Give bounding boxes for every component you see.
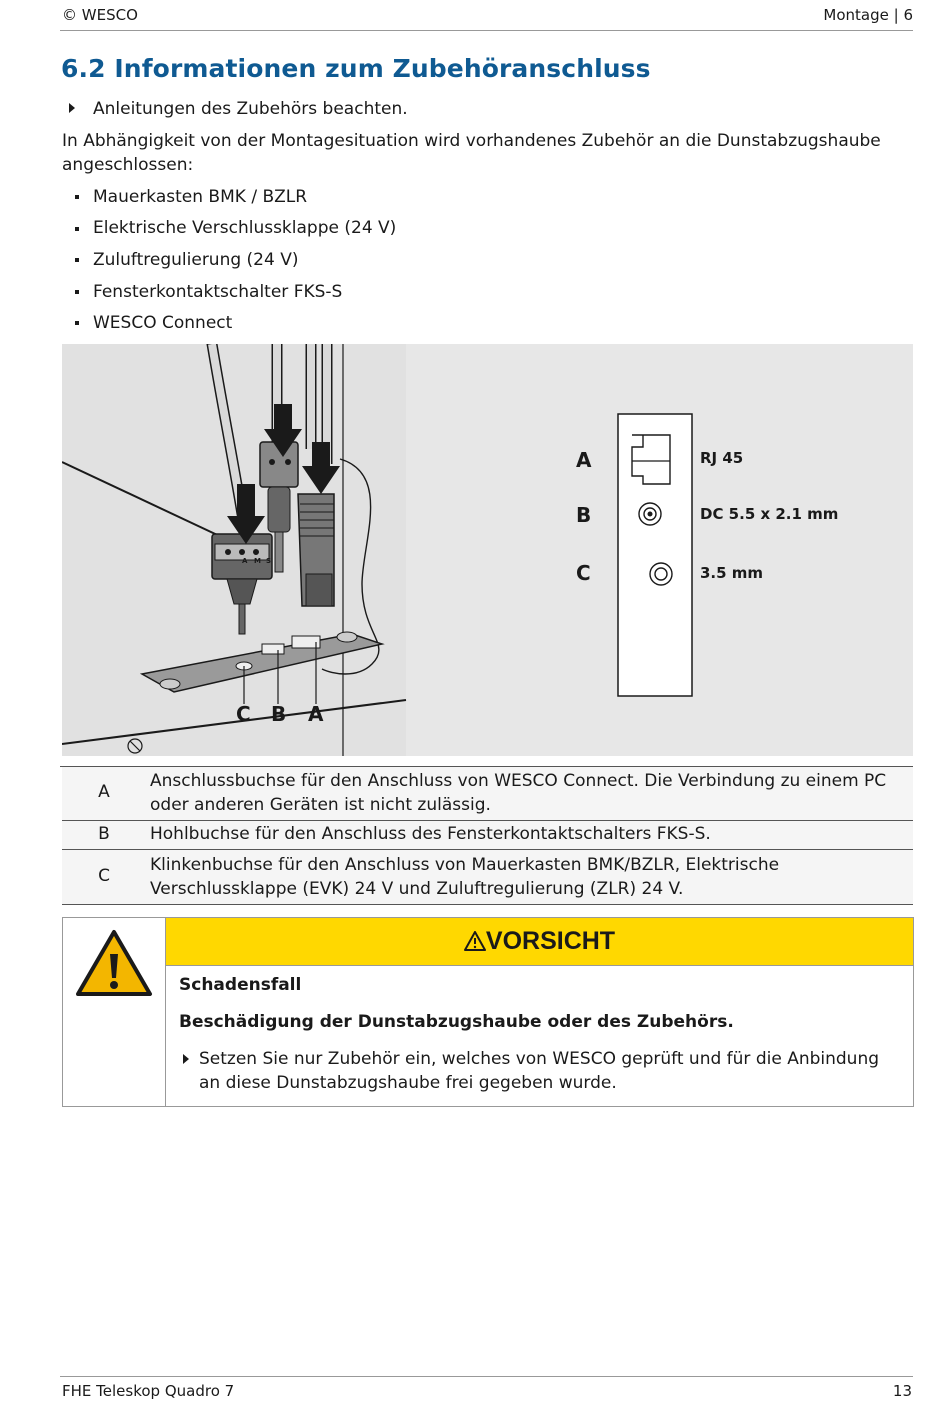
plug-pin-label: S	[266, 557, 272, 565]
table-row	[62, 821, 913, 850]
list-item: Mauerkasten BMK / BZLR	[93, 187, 308, 207]
section-title: 6.2 Informationen zum Zubehöranschluss	[61, 54, 651, 83]
intro-text: In Abhängigkeit von der Montagesituation wird vorhandenes Zubehör an die Dunstabzugshaube angeschlossen:	[62, 131, 881, 175]
bullet-icon	[75, 195, 79, 199]
legend-text: Anschlussbuchse für den Anschluss von WESCO Connect. Die Verbindung zu einem PC oder anderen Geräten ist nicht zulässig.	[150, 771, 887, 815]
plug-pin-label: A	[242, 557, 248, 565]
bullet-icon	[75, 227, 79, 231]
footer-left: FHE Teleskop Quadro 7	[62, 1382, 235, 1400]
warning-action-arrow-icon	[183, 1054, 189, 1064]
legend-key: A	[98, 782, 110, 802]
warning-consequence: Beschädigung der Dunstabzugshaube oder des Zubehörs.	[179, 1012, 734, 1032]
warning-heading: Schadensfall	[179, 975, 302, 995]
legend-text: Hohlbuchse für den Anschluss des Fensterkontaktschalters FKS-S.	[150, 824, 711, 844]
port-label-c: C	[576, 561, 591, 585]
legend-key: B	[98, 824, 110, 844]
table-row	[62, 767, 913, 821]
header-rule	[60, 30, 913, 31]
bullet-icon	[75, 258, 79, 262]
warning-header	[166, 918, 913, 966]
bullet-icon	[75, 290, 79, 294]
port-label-a: A	[576, 448, 592, 472]
warning-small-icon	[464, 931, 486, 951]
port-name-jack: 3.5 mm	[700, 564, 764, 582]
plug-pin-label: M	[254, 557, 261, 565]
list-item: Zuluftregulierung (24 V)	[93, 250, 299, 270]
connection-figure	[62, 344, 913, 756]
warning-action: Setzen Sie nur Zubehör ein, welches von WESCO geprüft und für die Anbindung an diese Dunstabzugshaube frei gegeben wurde.	[199, 1049, 880, 1093]
figure-callout-b: B	[271, 702, 287, 726]
bullet-icon	[75, 321, 79, 325]
warning-triangle-icon	[63, 918, 165, 1106]
warning-signal-word: VORSICHT	[485, 927, 616, 955]
port-name-rj45: RJ 45	[700, 449, 744, 467]
warning-box	[62, 917, 914, 1107]
header-right: Montage | 6	[823, 6, 913, 24]
header-left: © WESCO	[62, 6, 138, 24]
list-item: WESCO Connect	[93, 313, 233, 333]
legend-text: Klinkenbuchse für den Anschluss von Mauerkasten BMK/BZLR, Elektrische Verschlussklappe (EVK) 24 V und Zuluftregulierung (ZLR) 24 V.	[150, 855, 780, 899]
instruction-text: Anleitungen des Zubehörs beachten.	[93, 99, 408, 119]
legend-key: C	[98, 866, 110, 886]
list-item: Fensterkontaktschalter FKS-S	[93, 282, 343, 302]
list-item: Elektrische Verschlussklappe (24 V)	[93, 218, 397, 238]
footer-rule	[60, 1376, 913, 1377]
instruction-arrow-icon	[69, 103, 75, 113]
footer-page-number: 13	[892, 1382, 912, 1400]
table-row	[62, 850, 913, 905]
port-name-dc: DC 5.5 x 2.1 mm	[700, 505, 839, 523]
connection-illustration	[62, 344, 913, 756]
figure-callout-a: A	[308, 702, 324, 726]
figure-callout-c: C	[236, 702, 251, 726]
port-label-b: B	[576, 503, 592, 527]
warning-icon-cell	[63, 918, 166, 1106]
